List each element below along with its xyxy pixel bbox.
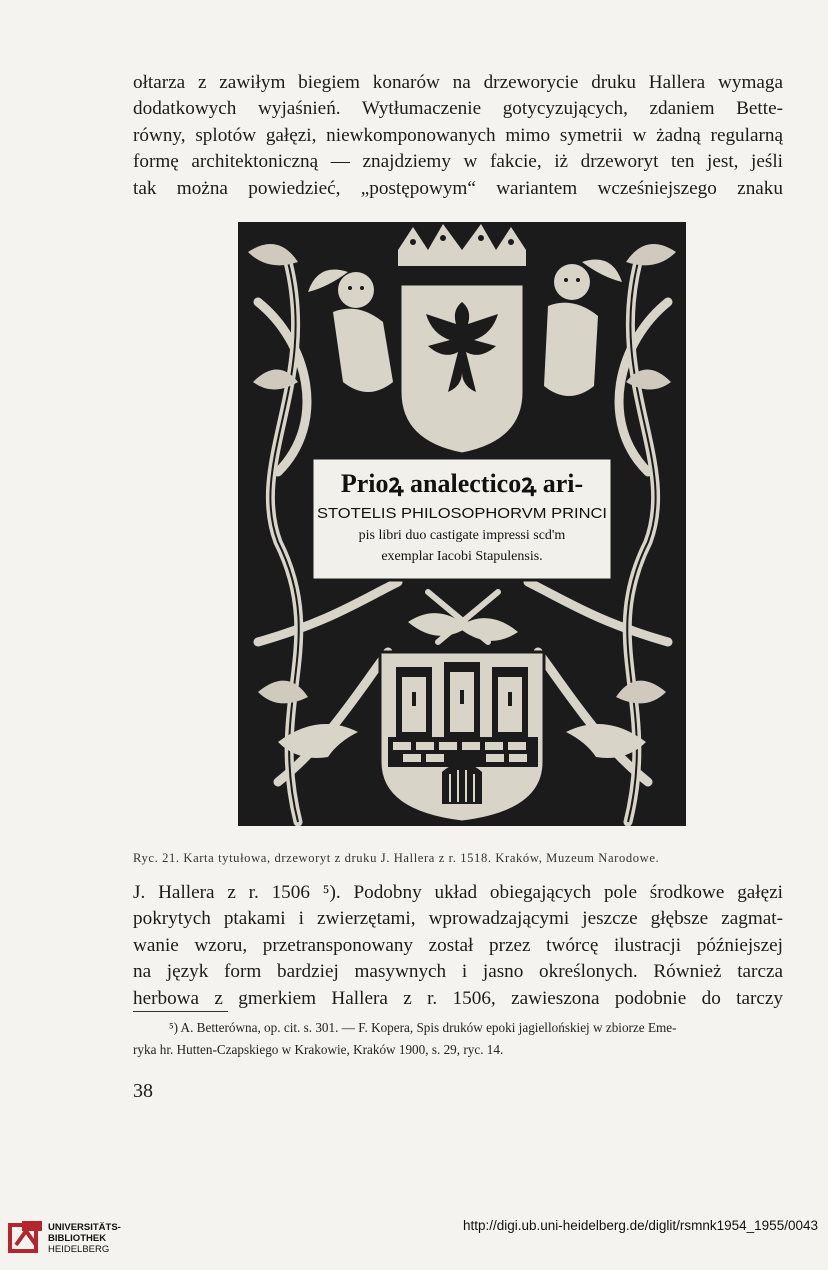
paragraph-bottom [133,880,783,1012]
footnote-line: ryka hr. Hutten-Czapskiego w Krakowie, Kraków 1900, s. 29, ryc. 14. [133,1042,504,1057]
text-line: ołtarza z zawiłym biegiem konarów na drzeworycie druku Hallera wymaga [133,72,783,93]
woodcut-title-line: exemplar Iacobi Stapulensis. [381,549,543,564]
woodcut-illustration [238,222,686,826]
library-logo [8,1217,158,1265]
footnote [133,1017,783,1061]
woodcut-title-line: STOTELIS PHILOSOPHORVM PRINCI [317,505,607,522]
library-emblem-icon [8,1219,44,1255]
woodcut-title-line: Prioꝝ analecticoꝝ ari- [340,469,584,498]
figure-caption: Ryc. 21. Karta tytułowa, drzeworyt z druku J. Hallera z r. 1518. Kraków, Muzeum Narodowe. [133,851,660,865]
text-line: herbowa z gmerkiem Hallera z r. 1506, zawieszona podobnie do tarczy [133,987,783,1009]
footnote-divider [133,1011,228,1012]
text-line: równy, splotów gałęzi, niewkomponowanych mimo symetrii w żadną regularną [133,124,783,146]
text-line: na język form bardziej masywnych i jasno określonych. Również tarcza [133,961,783,983]
text-line: formę architektoniczną — znajdziemy w fakcie, iż drzeworyt ten jest, jeśli [133,151,783,173]
page-number: 38 [133,1080,153,1102]
woodcut-title-line: pis libri duo castigate impressi scd'm [358,528,566,543]
text-line: J. Hallera z r. 1506 ⁵). Podobny układ obiegających pole środkowe gałęzi [133,882,783,903]
paragraph-top [133,70,783,202]
text-line: tak można powiedzieć, „postępowym“ wariantem wcześniejszego znaku [133,177,783,199]
logo-line: UNIVERSITÄTS- [48,1222,121,1233]
text-line: dodatkowych wyjaśnień. Wytłumaczenie gotycyzujących, zdaniem Bette- [133,98,783,120]
footnote-line: ⁵) A. Betterówna, op. cit. s. 301. — F. Kopera, Spis druków epoki jagiellońskiej w zbiorze Eme- [169,1020,677,1035]
text-line: pokrytych ptakami i zwierzętami, wprowadzającymi jeszcze głębsze zagmat- [133,908,783,930]
source-url[interactable]: http://digi.ub.uni-heidelberg.de/diglit/rsmnk1954_1955/0043 [462,1218,818,1233]
logo-line: HEIDELBERG [48,1244,110,1255]
logo-line: BIBLIOTHEK [48,1233,107,1244]
text-line: wanie wzoru, przetransponowany został przez twórcę ilustracji późniejszej [133,934,783,956]
